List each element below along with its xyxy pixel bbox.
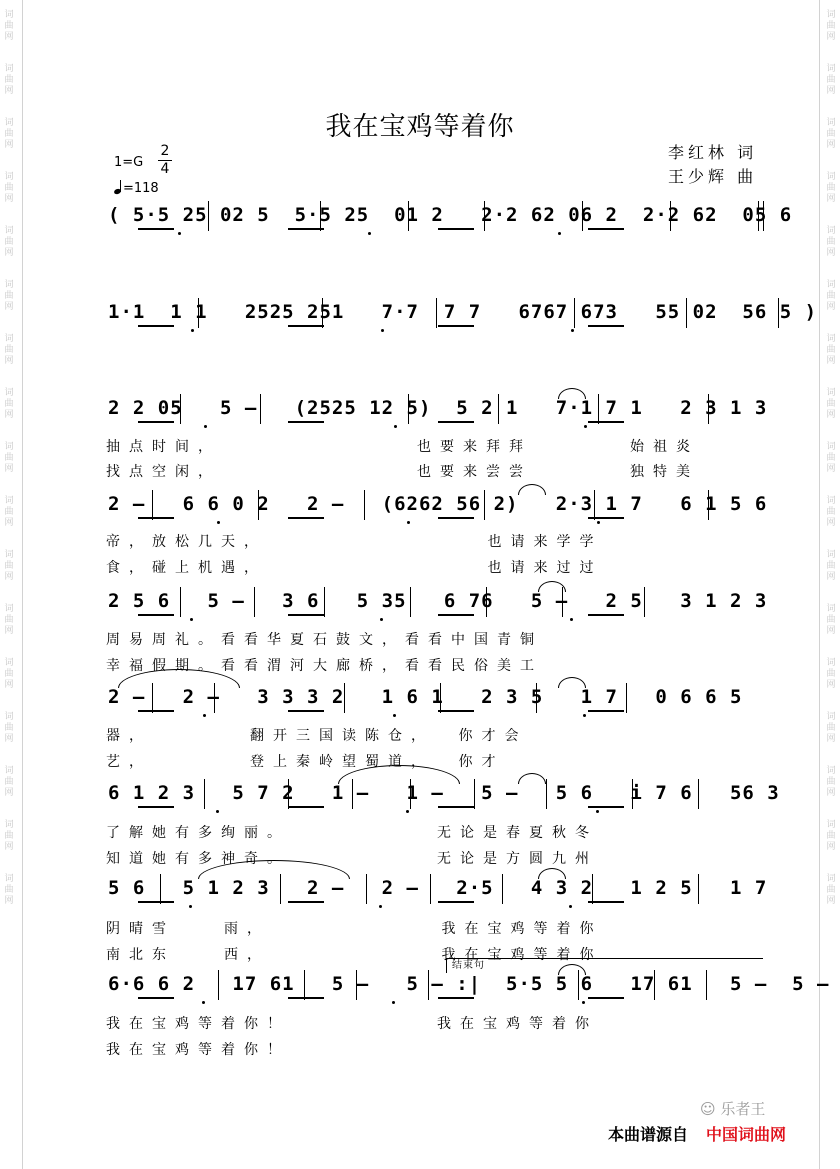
side-watermark-group: 词 曲 网 <box>4 172 14 204</box>
quarter-note-icon <box>113 188 121 195</box>
barline <box>758 201 759 231</box>
beam-underline <box>138 517 174 519</box>
barline <box>356 970 357 1000</box>
side-watermark-group: 词 曲 网 <box>4 442 14 474</box>
lyric-segment: 也请来学学 <box>487 534 603 550</box>
lyric-segment: 艺， <box>106 754 152 770</box>
side-watermark-group: 词 曲 网 <box>4 496 14 528</box>
octave-dot <box>380 618 383 621</box>
lyric-segment: 无论是方圆九州 <box>437 851 598 867</box>
beam-underline <box>288 325 324 327</box>
side-watermark-group: 词 曲 网 <box>4 766 14 798</box>
slur <box>518 773 546 784</box>
beam-underline <box>438 421 474 423</box>
side-watermark-group: 词 曲 网 <box>4 658 14 690</box>
barline <box>654 970 655 1000</box>
side-watermark-group: 词 曲 网 <box>4 388 14 420</box>
lyric-line <box>106 531 603 551</box>
barline <box>594 490 595 520</box>
side-watermark-group: 词 曲 网 <box>826 496 836 528</box>
barline <box>708 490 709 520</box>
lyric-line <box>106 848 598 868</box>
octave-dot <box>381 329 384 332</box>
side-watermark-group: 词 曲 网 <box>4 874 14 906</box>
slur <box>538 581 566 592</box>
lyric-segment: 食， <box>106 560 152 576</box>
octave-dot <box>584 425 587 428</box>
octave-dot <box>189 905 192 908</box>
watermark: ☺ 乐者王 <box>700 1100 766 1118</box>
barline <box>698 874 699 904</box>
ending-label: 结束句 <box>452 960 485 971</box>
beam-underline <box>588 228 624 230</box>
staff-notes: ( 5·5 25 02 5 5·5 25 01 2 2·2 62 06 2 2·2 62 05 6 <box>108 204 793 226</box>
lyric-segment: 碰上机遇， <box>152 560 267 576</box>
side-watermark-group: 词 曲 网 <box>826 226 836 258</box>
beam-underline <box>288 517 324 519</box>
lyric-segment: 登上秦岭望蜀道， <box>250 754 434 770</box>
lyric-line <box>106 655 543 675</box>
barline <box>632 779 633 809</box>
footer-site-link[interactable]: 中国词曲网 <box>706 1125 787 1144</box>
lyric-segment: 我在宝鸡等着你 <box>437 1016 598 1032</box>
side-watermark-group: 词 曲 网 <box>826 280 836 312</box>
watermark-text: 乐者王 <box>720 1100 766 1118</box>
lyric-line <box>106 436 699 456</box>
tempo-value: =118 <box>123 181 159 196</box>
side-watermark-group: 词 曲 网 <box>826 550 836 582</box>
barline <box>686 298 687 328</box>
octave-dot <box>392 1001 395 1004</box>
lyric-segment: 找点空闲， <box>106 464 221 480</box>
side-watermark-group: 词 曲 网 <box>4 10 14 42</box>
lyric-segment: 放松几天， <box>152 534 267 550</box>
music-staff <box>108 589 768 621</box>
staff-notes: 1·1 1 1 2525 251 7·7 7 7 6767 673 55 02 56 5 ) <box>108 301 818 323</box>
lyric-segment: 无论是春夏秋冬 <box>437 825 598 841</box>
beam-underline <box>588 421 624 423</box>
side-watermark-group: 词 曲 网 <box>4 820 14 852</box>
barline <box>430 874 431 904</box>
music-staff <box>108 396 768 428</box>
tempo-marking <box>114 180 159 196</box>
side-watermark-group: 词 曲 网 <box>826 172 836 204</box>
barline <box>474 779 475 809</box>
side-watermark-group: 词 曲 网 <box>4 118 14 150</box>
barline <box>440 683 441 713</box>
beam-underline <box>438 517 474 519</box>
time-signature <box>158 144 172 177</box>
lyric-line <box>106 918 603 938</box>
beam-underline <box>138 901 174 903</box>
side-watermark-group: 词 曲 网 <box>826 64 836 96</box>
beam-underline <box>588 517 624 519</box>
side-watermark-group: 词 曲 网 <box>826 334 836 366</box>
lyric-segment: 知道她有多神奇。 <box>106 851 290 867</box>
lyric-line <box>106 629 543 649</box>
music-staff <box>108 492 768 524</box>
barline <box>546 779 547 809</box>
slur <box>518 484 546 495</box>
beam-underline <box>438 325 474 327</box>
lyric-segment: 始祖炎 <box>630 439 699 455</box>
octave-dot <box>379 905 382 908</box>
side-watermark-group: 词 曲 网 <box>826 820 836 852</box>
side-watermark-group: 词 曲 网 <box>826 388 836 420</box>
barline <box>582 201 583 231</box>
beam-underline <box>288 710 324 712</box>
barline <box>644 587 645 617</box>
octave-dot <box>204 425 207 428</box>
beam-underline <box>588 710 624 712</box>
slur <box>558 388 586 399</box>
beam-underline <box>438 614 474 616</box>
staff-notes: 5 6 5 1 2 3 2 – 2 – 2·5 4 3 2 1 2 5 1 7 <box>108 877 768 899</box>
octave-dot <box>178 232 181 235</box>
lyric-segment: 也要来拜拜 <box>417 439 532 455</box>
barline <box>436 298 437 328</box>
left-watermark-column <box>2 10 16 928</box>
barline <box>670 201 671 231</box>
barline <box>410 587 411 617</box>
side-watermark-group: 词 曲 网 <box>4 334 14 366</box>
song-title: 我在宝鸡等着你 <box>325 112 515 142</box>
barline <box>258 490 259 520</box>
barline <box>708 394 709 424</box>
octave-dot <box>393 714 396 717</box>
beam-underline <box>588 997 624 999</box>
barline <box>698 779 699 809</box>
octave-dot <box>407 521 410 524</box>
barline <box>428 970 429 1000</box>
beam-underline <box>438 901 474 903</box>
meter-numerator: 2 <box>160 143 170 159</box>
lyric-segment: 帝， <box>106 534 152 550</box>
slur <box>558 677 586 688</box>
octave-dot <box>571 329 574 332</box>
lyric-segment: 你才会 <box>458 728 528 744</box>
lyric-line <box>106 725 528 745</box>
beam-underline <box>588 901 624 903</box>
barline <box>763 201 764 231</box>
side-watermark-group: 词 曲 网 <box>826 442 836 474</box>
beam-underline <box>288 228 324 230</box>
barline <box>208 201 209 231</box>
side-watermark-group: 词 曲 网 <box>4 64 14 96</box>
barline <box>366 874 367 904</box>
lyric-segment: 也请来过过 <box>487 560 603 576</box>
barline <box>344 683 345 713</box>
barline <box>408 201 409 231</box>
barline <box>288 779 289 809</box>
staff-notes: 2 – 2 – 3 3 3 2 1 6 1 2 3 5 1 7 0 6 6 5 <box>108 686 743 708</box>
lyric-line <box>106 557 603 577</box>
beam-underline <box>138 325 174 327</box>
lyric-line <box>106 822 598 842</box>
lyric-segment: 也要来尝尝 <box>417 464 532 480</box>
octave-dot <box>203 714 206 717</box>
beam-underline <box>438 228 474 230</box>
lyric-line <box>106 751 505 771</box>
octave-dot <box>582 1001 585 1004</box>
side-watermark-group: 词 曲 网 <box>826 874 836 906</box>
octave-dot <box>570 618 573 621</box>
staff-notes: 6 1 2 3 5 7 2 1 – 1 – 5 – 5 6 i 7 6 56 3 <box>108 782 780 804</box>
composer-credit: 王少辉 曲 <box>668 167 758 186</box>
lyric-segment: 雨， <box>224 921 270 937</box>
side-watermark-group: 词 曲 网 <box>4 550 14 582</box>
barline <box>626 683 627 713</box>
lyric-line <box>106 1039 290 1059</box>
beam-underline <box>138 997 174 999</box>
lyric-segment: 阴晴雪 <box>106 921 175 937</box>
side-watermark-group: 词 曲 网 <box>826 712 836 744</box>
lyric-segment: 周易周礼。看看华夏石鼓文，看看中国青铜 <box>106 632 543 648</box>
barline <box>364 490 365 520</box>
beam-underline <box>138 710 174 712</box>
left-margin-rule <box>22 0 23 1169</box>
lyric-segment: 抽点时间， <box>106 439 221 455</box>
barline <box>484 201 485 231</box>
barline <box>180 394 181 424</box>
octave-dot <box>191 329 194 332</box>
octave-dot <box>597 521 600 524</box>
music-staff <box>108 203 793 235</box>
octave-dot <box>394 425 397 428</box>
octave-dot <box>583 714 586 717</box>
music-staff <box>108 685 763 717</box>
barline <box>324 587 325 617</box>
beam-underline <box>288 806 324 808</box>
music-staff <box>108 876 768 908</box>
lyric-segment: 南北东 <box>106 947 175 963</box>
octave-dot <box>190 618 193 621</box>
lyric-segment: 我在宝鸡等着你 <box>441 921 603 937</box>
barline <box>408 394 409 424</box>
barline <box>260 394 261 424</box>
music-staff <box>108 300 818 332</box>
beam-underline <box>138 614 174 616</box>
octave-dot <box>558 232 561 235</box>
barline <box>778 298 779 328</box>
lyric-segment: 独特美 <box>630 464 699 480</box>
side-watermark-group: 词 曲 网 <box>826 118 836 150</box>
barline <box>574 298 575 328</box>
octave-dot <box>569 905 572 908</box>
lyric-segment: 了解她有多绚丽。 <box>106 825 290 841</box>
key-signature: 1=G <box>114 155 144 170</box>
beam-underline <box>588 806 624 808</box>
lyric-segment: 西， <box>224 947 270 963</box>
slur <box>538 868 566 879</box>
barline <box>180 587 181 617</box>
octave-dot <box>217 521 220 524</box>
barline <box>592 874 593 904</box>
lyric-segment: 我在宝鸡等着你 <box>441 947 603 963</box>
barline <box>152 490 153 520</box>
side-watermark-group: 词 曲 网 <box>4 604 14 636</box>
lyric-segment: 器， <box>106 728 152 744</box>
side-watermark-group: 词 曲 网 <box>826 604 836 636</box>
lyric-line <box>106 461 699 481</box>
barline <box>598 394 599 424</box>
music-staff <box>108 781 780 813</box>
staff-notes: 6·6 6 2 17 61 5 – 5 – :| 5·5 5 6 17 61 5 – 5 – <box>108 973 830 995</box>
barline <box>484 490 485 520</box>
beam-underline <box>588 614 624 616</box>
beam-underline <box>288 614 324 616</box>
barline <box>204 779 205 809</box>
staff-notes: 2 5 6 5 – 3 6 5 35 6 76 5 – 2 5 3 1 2 3 <box>108 590 768 612</box>
barline <box>502 874 503 904</box>
side-watermark-group: 词 曲 网 <box>4 712 14 744</box>
lyricist-credit: 李红林 词 <box>668 143 758 162</box>
beam-underline <box>288 901 324 903</box>
beam-underline <box>438 997 474 999</box>
right-watermark-column <box>824 10 838 928</box>
music-staff <box>108 972 830 1004</box>
source-footer <box>608 1122 786 1145</box>
beam-underline <box>138 421 174 423</box>
barline <box>320 201 321 231</box>
octave-dot <box>202 1001 205 1004</box>
staff-notes: 2 2 05 5 – (2525 12 5) 5 2 1 7·1 7 1 2 3 1 3 <box>108 397 768 419</box>
side-watermark-group: 词 曲 网 <box>826 766 836 798</box>
octave-dot <box>368 232 371 235</box>
beam-underline <box>288 997 324 999</box>
barline <box>218 970 219 1000</box>
beam-underline <box>138 228 174 230</box>
octave-dot <box>406 810 409 813</box>
meter-denominator: 4 <box>160 161 170 177</box>
barline <box>706 970 707 1000</box>
side-watermark-group: 词 曲 网 <box>826 10 836 42</box>
side-watermark-group: 词 曲 网 <box>826 658 836 690</box>
barline <box>254 587 255 617</box>
staff-notes: 2 – 6 6 0 2 2 – (6262 56 2) 2·3 1 7 6 1 5 6 <box>108 493 768 515</box>
barline <box>536 683 537 713</box>
lyric-line <box>106 1013 598 1033</box>
barline <box>160 874 161 904</box>
beam-underline <box>438 710 474 712</box>
beam-underline <box>438 806 474 808</box>
octave-dot <box>216 810 219 813</box>
lyric-segment: 我在宝鸡等着你！ <box>106 1016 290 1032</box>
barline <box>198 298 199 328</box>
octave-dot <box>596 810 599 813</box>
beam-underline <box>138 806 174 808</box>
lyric-segment: 翻开三国读陈仓， <box>250 728 434 744</box>
side-watermark-group: 词 曲 网 <box>4 226 14 258</box>
beam-underline <box>588 325 624 327</box>
beam-underline <box>288 421 324 423</box>
barline <box>322 298 323 328</box>
lyric-segment: 我在宝鸡等着你！ <box>106 1042 290 1058</box>
lyric-segment: 幸福假期。看看渭河大廊桥，看看民俗美工 <box>106 658 543 674</box>
barline <box>498 394 499 424</box>
barline <box>486 587 487 617</box>
lyric-segment: 你才 <box>458 754 505 770</box>
barline <box>304 970 305 1000</box>
footer-text: 本曲谱源自 <box>608 1125 689 1144</box>
lyric-line <box>106 944 603 964</box>
side-watermark-group: 词 曲 网 <box>4 280 14 312</box>
